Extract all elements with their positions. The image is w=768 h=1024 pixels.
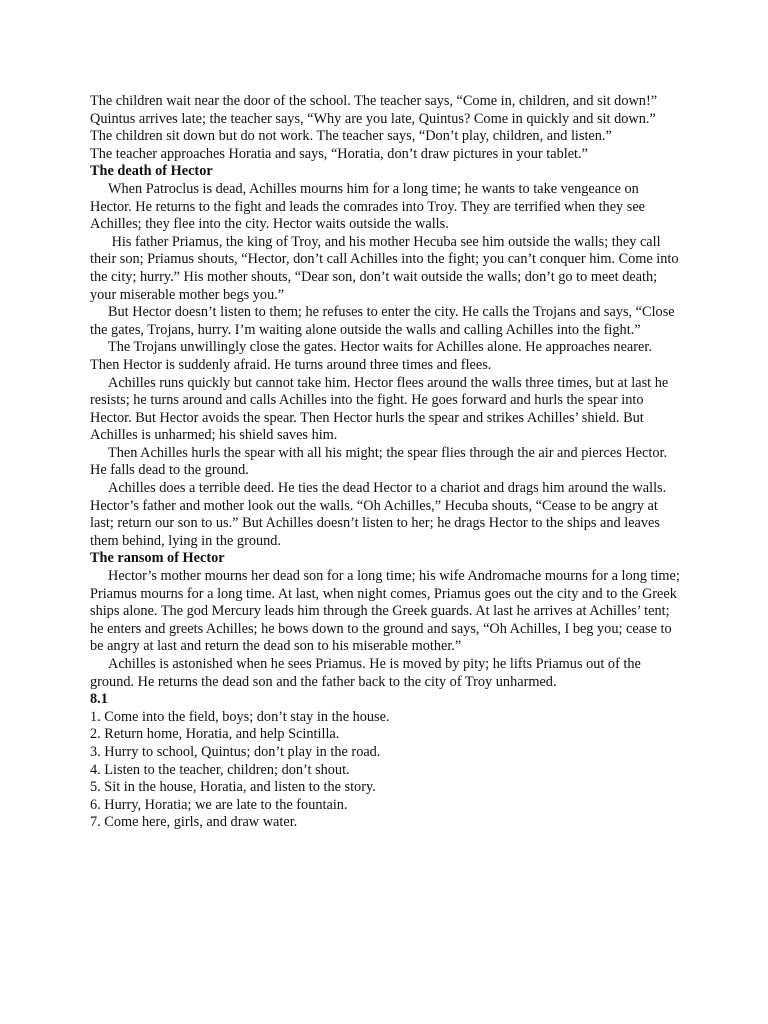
section-heading-death-of-hector: The death of Hector — [90, 163, 213, 180]
intro-paragraph: The children sit down but do not work. The teacher says, “Don’t play, children, and listen.” — [90, 128, 612, 145]
exercise-item: 3. Hurry to school, Quintus; don’t play in the road. — [90, 743, 381, 760]
story-paragraph: Achilles runs quickly but cannot take him. Hector flees around the walls three times, but at last he resists; he turns around and calls Achilles into the fight. He goes forward and hurls the spear into Hector. But Hector avoids the spear. Then Hector hurls the spear and strikes Achilles’ shield. But Achilles is unharmed; his shield saves him. — [90, 374, 669, 444]
story-paragraph: Then Achilles hurls the spear with all his might; the spear flies through the air and pierces Hector. He falls dead to the ground. — [90, 444, 668, 479]
exercise-item: 2. Return home, Horatia, and help Scintilla. — [90, 726, 340, 743]
story-paragraph: Achilles does a terrible deed. He ties the dead Hector to a chariot and drags him around the walls. Hector’s father and mother look out the walls. “Oh Achilles,” Hecuba shouts, “Cease to be angry at last; return our son to us.” But Achilles doesn’t listen to her; he drags Hector to the ships and leaves them behind, lying in the ground. — [90, 480, 667, 549]
exercise-item: 6. Hurry, Horatia; we are late to the fountain. — [90, 796, 348, 813]
intro-paragraph: Quintus arrives late; the teacher says, “Why are you late, Quintus? Come in quickly and sit down.” — [90, 110, 656, 127]
intro-paragraph: The children wait near the door of the school. The teacher says, “Come in, children, and sit down!” — [90, 93, 658, 109]
intro-paragraph: The teacher approaches Horatia and says, “Horatia, don’t draw pictures in your tablet.” — [90, 145, 588, 162]
exercise-item: 7. Come here, girls, and draw water. — [90, 814, 298, 831]
exercise-item: 1. Come into the field, boys; don’t stay in the house. — [90, 708, 390, 725]
exercise-heading: 8.1 — [90, 691, 108, 708]
document-page — [90, 93, 682, 832]
story-paragraph: Achilles is astonished when he sees Priamus. He is moved by pity; he lifts Priamus out of the ground. He returns the dead son and the father back to the city of Troy unharmed. — [90, 656, 641, 690]
story-paragraph: The Trojans unwillingly close the gates. Hector waits for Achilles alone. He approaches nearer. Then Hector is suddenly afraid. He turns around three times and flees. — [90, 339, 652, 373]
section-heading-ransom-of-hector: The ransom of Hector — [90, 550, 225, 567]
story-paragraph: Hector’s mother mourns her dead son for a long time; his wife Andromache mourns for a long time; Priamus mourns for a long time. At last, when night comes, Priamus goes out the city and to the Greek ships alone. The god Mercury leads him through the Greek guards. At last he arrives at Achilles’ tent; he enters and greets Achilles; he bows down to the ground and says, “Oh Achilles, I beg you; cease to be angry at last and return the dead son to his miserable mother.” — [90, 568, 680, 655]
exercise-item: 4. Listen to the teacher, children; don’t shout. — [90, 761, 350, 778]
exercise-item: 5. Sit in the house, Horatia, and listen to the story. — [90, 779, 376, 796]
story-paragraph: When Patroclus is dead, Achilles mourns him for a long time; he wants to take vengeance on Hector. He returns to the fight and leads the comrades into Troy. They are terrified when they see Achilles; they flee into the city. Hector waits outside the walls. — [90, 180, 646, 233]
story-paragraph: But Hector doesn’t listen to them; he refuses to enter the city. He calls the Trojans and says, “Close the gates, Trojans, hurry. I’m waiting alone outside the walls and calling Achilles into the fight.” — [90, 304, 675, 338]
story-paragraph: His father Priamus, the king of Troy, and his mother Hecuba see him outside the walls; they call their son; Priamus shouts, “Hector, don’t call Achilles into the fight; you can’t conquer him. Come into the city; hurry.” His mother shouts, “Dear son, don’t wait outside the walls; don’t go to meet death; your miserable mother begs you.” — [90, 233, 683, 303]
